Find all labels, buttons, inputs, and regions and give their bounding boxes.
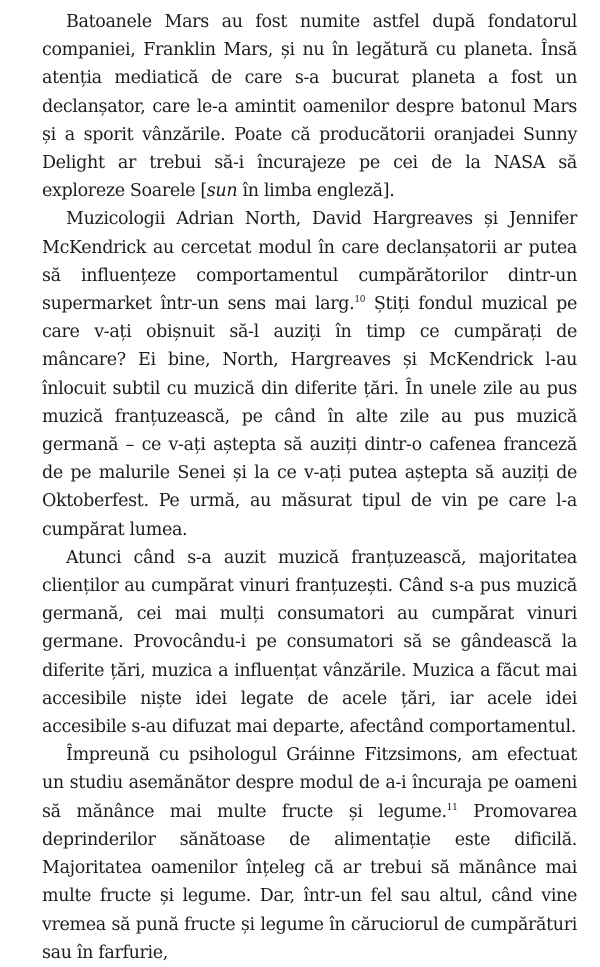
text-segment: Împreună cu psihologul Gráinne Fitzsimons, am efectuat un studiu asemănător despre modul de a-i încuraja pe oameni să mănânce mai multe fructe și legume. (42, 745, 577, 822)
text-segment: Muzicologii Adrian North, David Hargreaves și Jennifer McKendrick au cercetat modul în care declanșatorii ar putea să influențeze comportamentul cumpărătorilor dintr-un supermarket într-un sens mai larg. (42, 209, 577, 315)
paragraph-french-music (42, 544, 577, 741)
footnote-ref-10: 10 (354, 295, 366, 306)
text-segment: Batoanele Mars au fost numite astfel după fondatorul companiei, Franklin Mars, și nu în legătură cu planeta. Însă atenția mediatică de care s-a bucurat planeta a fost un declanșator, care le-a amintit oamenilor despre batonul Mars și a sporit vânzările. Poate că producătorii oranjadei Sunny Delight ar trebui să-i încurajeze pe cei de la NASA să exploreze Soarele [ (42, 12, 577, 202)
paragraph-mars-bars (42, 8, 577, 205)
book-page-text (42, 8, 577, 967)
text-segment: Atunci când s-a auzit muzică franțuzească, majoritatea clienților au cumpărat vinuri franțuzești. Când s-a pus muzică germană, cei mai mulți consumatori au cumpărat vinuri germane. Provocându-i pe consumatori să se gândească la diferite țări, muzica a influențat vânzările. Muzica a făcut mai accesibile niște idei legate de acele țări, iar acele idei accesibile s-au difuzat mai departe, afectând comportamentul. (42, 547, 577, 738)
text-segment: în limba engleză]. (237, 181, 395, 202)
text-segment: Promovarea deprinderilor sănătoase de alimentație este dificilă. Majoritatea oamenilor înțeleg că ar trebui să mănânce mai multe fructe și legume. Dar, într-un fel sau altul, când vine vremea să pună fructe și legume în căruciorul de cumpărături sau în farfurie, (42, 801, 577, 963)
text-segment: Știți fondul muzical pe care v-ați obișnuit să-l auziți în timp ce cumpărați de mâncare? Ei bine, North, Hargreaves și McKendrick l-au înlocuit subtil cu muzică din diferite țări. În unele zile au pus muzică franțuzească, pe când în alte zile au pus muzică germană – ce v-ați aștepta să auziți dintr-o cafenea franceză de pe malurile Senei și la ce v-ați putea aștepta să auziți de Oktoberfest. Pe urmă, au măsurat tipul de vin pe care l-a cumpărat lumea. (42, 294, 577, 540)
paragraph-musicologists (42, 205, 577, 543)
paragraph-fitzsimons-study (42, 741, 577, 967)
footnote-ref-11: 11 (446, 802, 458, 813)
italic-word-sun: sun (206, 181, 238, 202)
